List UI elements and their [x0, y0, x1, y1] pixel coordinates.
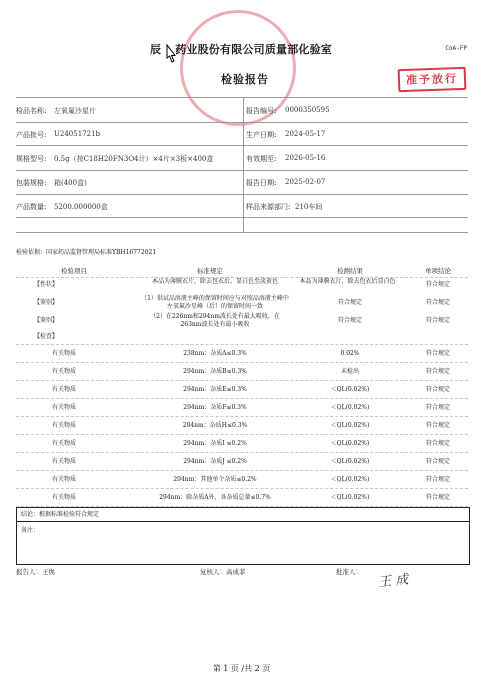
reviewer-label: 复核人：: [200, 568, 226, 576]
col-header-spec: 标准规定: [197, 267, 223, 275]
row-result: ＜QL(0.02%): [330, 422, 370, 429]
row-result: ＜QL(0.02%): [330, 440, 370, 447]
row-conclusion: 符合规定: [425, 317, 450, 324]
row-conclusion: 符合规定: [425, 368, 450, 375]
row-divider: [16, 416, 468, 417]
release-stamp: 准予放行: [398, 67, 467, 92]
divider: [16, 145, 468, 146]
row-divider: [16, 470, 468, 471]
row-result: 本品为薄膜衣片，除去包衣后显白色: [299, 278, 396, 285]
row-result: ＜QL(0.02%): [330, 386, 370, 393]
divider: [16, 232, 468, 233]
row-spec: 238nm：杂质A≤0.3%: [183, 350, 247, 357]
row-result: ＜QL(0.02%): [330, 494, 370, 501]
row-result: 符合规定: [337, 317, 362, 324]
row-result: 0.02%: [340, 350, 360, 357]
product-name-label: 检品名称:: [16, 107, 47, 115]
approver-label: 批准人：: [336, 568, 362, 576]
row-item: 有关物质: [52, 494, 77, 501]
divider: [16, 521, 470, 522]
row-spec: 294nm：除杂质A外，各杂质总量≤0.7%: [159, 494, 271, 501]
row-divider: [16, 362, 468, 363]
row-conclusion: 符合规定: [425, 281, 450, 288]
row-result: ＜QL(0.02%): [330, 476, 370, 483]
row-conclusion: 符合规定: [425, 458, 450, 465]
row-item: 有关物质: [52, 440, 77, 447]
row-item: 【鉴别】: [34, 317, 59, 324]
report-date: 2025-02-07: [285, 178, 326, 186]
row-conclusion: 符合规定: [425, 494, 450, 501]
row-result: 符合规定: [337, 299, 362, 306]
divider: [16, 97, 468, 98]
row-item: 有关物质: [52, 422, 77, 429]
row-item: 【检查】: [34, 333, 59, 340]
row-spec: 294nm：杂质F≤0.3%: [183, 404, 247, 411]
reviewer: [200, 567, 246, 576]
row-divider: [16, 488, 468, 489]
row-spec: 294nm：杂质H≤0.3%: [182, 422, 248, 429]
approver-signature: 王 成: [377, 572, 410, 591]
mouse-cursor-icon: [161, 43, 179, 67]
row-result: ＜QL(0.02%): [330, 458, 370, 465]
divider: [243, 97, 244, 232]
row-spec: 294nm：杂质B≤0.3%: [183, 368, 247, 375]
row-spec: （2）在226nm和294nm波长处有最大吸收，在263nm波长处有最小吸收: [150, 313, 280, 328]
row-item: 有关物质: [52, 458, 77, 465]
divider: [16, 217, 468, 218]
report-title: 检验报告: [221, 73, 269, 86]
row-item: 有关物质: [52, 476, 77, 483]
row-divider: [16, 344, 468, 345]
product-name: 左氧氟沙星片: [54, 107, 96, 115]
reviewer-name: 高成菲: [226, 568, 246, 576]
divider: [16, 122, 468, 123]
row-spec: （1）供试品溶液主峰的保留时间应与对照品溶液主峰中左氧氟沙星峰（后）的保留时间一致: [141, 295, 289, 310]
company-lab-title: 辰 药业股份有限公司质量部化验室: [150, 43, 333, 56]
row-item: 【鉴别】: [34, 299, 59, 306]
conclusion-text: 结论：根据标准检验符合规定: [21, 511, 100, 518]
expiry-label: 有效期至:: [246, 155, 277, 163]
row-spec: 294nm：杂质E≤0.3%: [183, 386, 247, 393]
row-conclusion: 符合规定: [425, 350, 450, 357]
row-spec: 本品为薄膜衣片，除去包衣后，显白色至淡黄色: [151, 278, 278, 285]
page-indicator: 第 1 页 /共 2 页: [212, 664, 271, 673]
divider: [16, 170, 468, 171]
source: 210车间: [295, 203, 323, 211]
qty: 5200.000000盒: [54, 203, 108, 211]
mfg-date-label: 生产日期:: [246, 131, 277, 139]
test-basis: 检验依据：国家药品监督管理局标准YBH16772021: [16, 249, 157, 256]
report-no: 0000350595: [285, 106, 330, 114]
reporter-label: 报告人：: [16, 568, 42, 576]
spec-label: 规格型号:: [16, 155, 47, 163]
row-conclusion: 符合规定: [425, 476, 450, 483]
batch: U24051721b: [54, 130, 101, 138]
row-divider: [16, 434, 468, 435]
expiry: 2026-05-16: [285, 154, 326, 162]
reporter-name: 王焕: [42, 568, 55, 576]
row-divider: [16, 452, 468, 453]
row-item: 有关物质: [52, 386, 77, 393]
pack-label: 包装规格:: [16, 179, 47, 187]
row-conclusion: 符合规定: [425, 299, 450, 306]
row-conclusion: 符合规定: [425, 422, 450, 429]
report-no-label: 报告编号:: [246, 107, 277, 115]
row-divider: [16, 380, 468, 381]
row-item: 有关物质: [52, 404, 77, 411]
col-header-result: 检测结果: [337, 267, 363, 275]
doc-code: CoA-FP: [445, 45, 467, 52]
reporter: [16, 567, 55, 576]
row-conclusion: 符合规定: [425, 440, 450, 447]
qty-label: 产品数量:: [16, 203, 47, 211]
row-spec: 294nm：其他单个杂质≤0.2%: [173, 476, 257, 483]
pack: 箱(400盒): [54, 179, 87, 187]
row-item: 有关物质: [52, 368, 77, 375]
row-conclusion: 符合规定: [425, 386, 450, 393]
spec: 0.5g（按C18H20FN3O4计）×4片×3板×400盒: [54, 155, 214, 163]
divider: [16, 194, 468, 195]
remark-label: 备注：: [21, 527, 40, 534]
col-header-conclusion: 单项结论: [425, 267, 451, 275]
batch-label: 产品批号:: [16, 131, 47, 139]
row-item: 【性状】: [34, 281, 59, 288]
report-date-label: 报告日期:: [246, 179, 277, 187]
mfg-date: 2024-05-17: [285, 130, 326, 138]
row-result: ＜QL(0.02%): [330, 404, 370, 411]
row-spec: 294nm：杂质I ≤0.2%: [183, 440, 247, 447]
row-item: 有关物质: [52, 350, 77, 357]
row-result: 未检出: [340, 368, 359, 375]
row-spec: 294nm：杂质J ≤0.2%: [183, 458, 247, 465]
row-divider: [16, 398, 468, 399]
company-seal: [180, 10, 296, 126]
source-label: 样品来源部门:: [246, 203, 291, 211]
col-header-item: 检验项目: [61, 267, 87, 275]
row-conclusion: 符合规定: [425, 404, 450, 411]
